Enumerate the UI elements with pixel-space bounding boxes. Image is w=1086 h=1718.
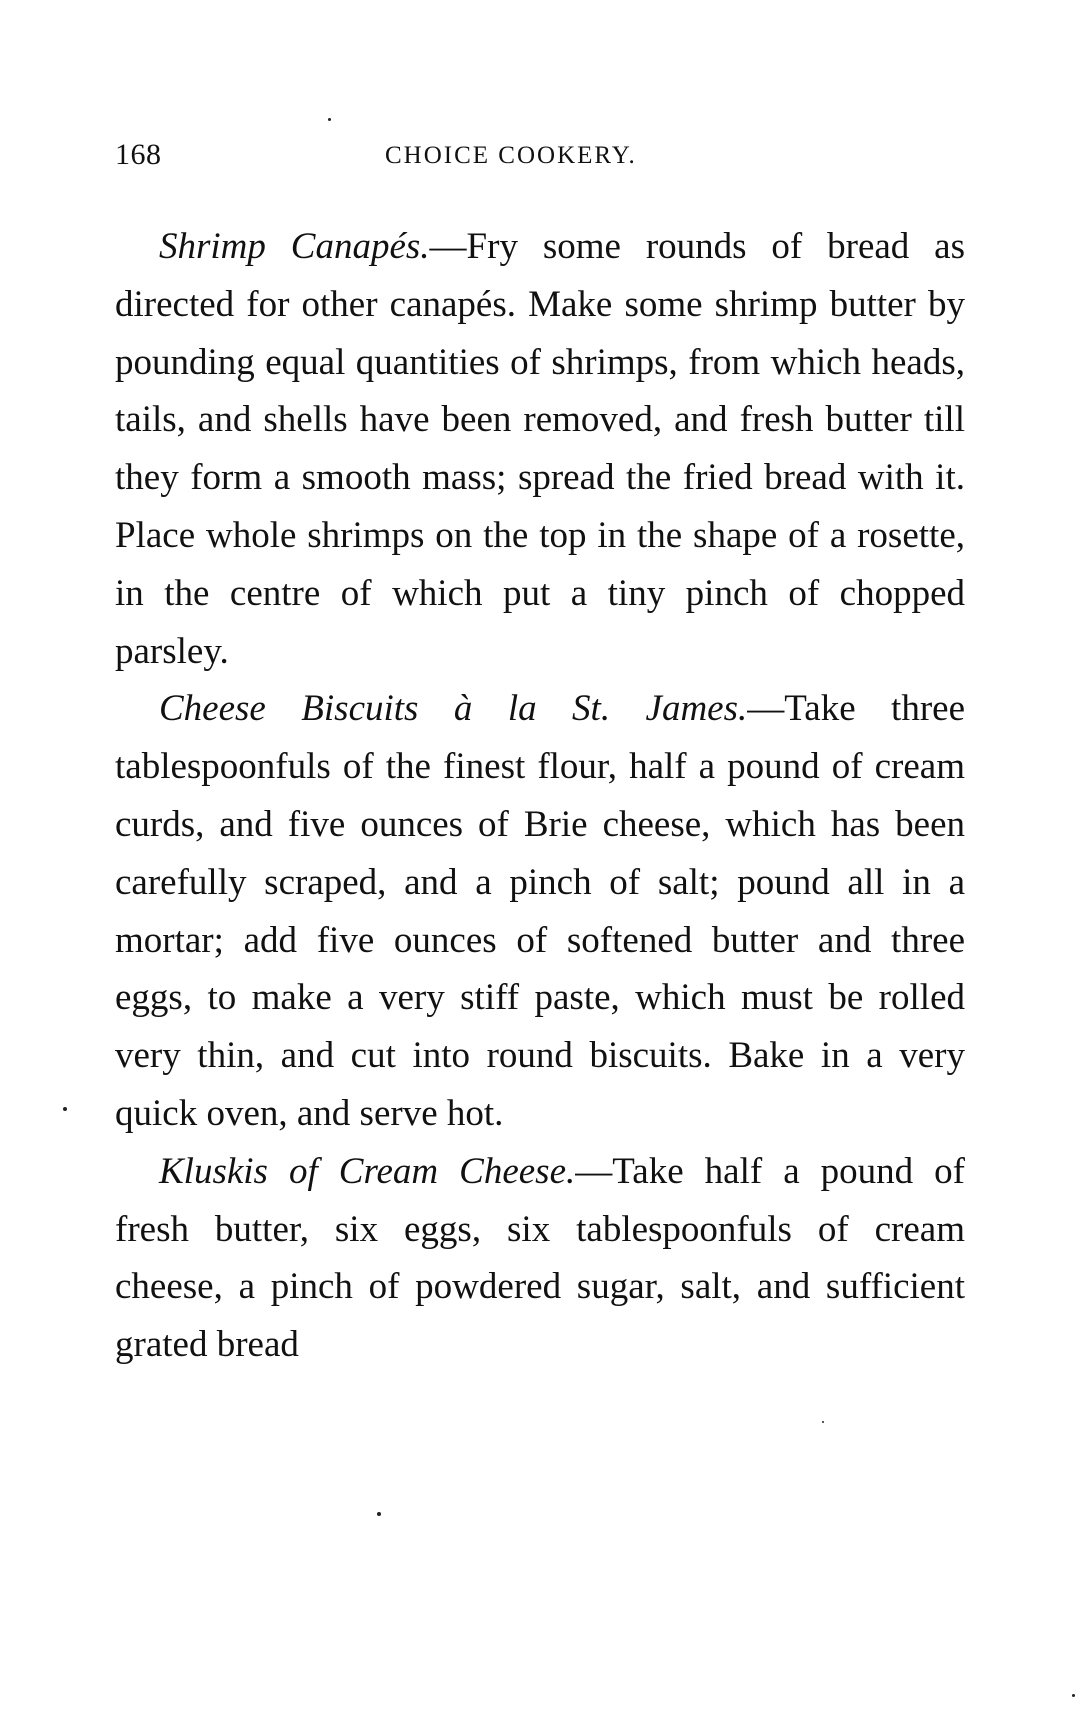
recipe-paragraph (115, 680, 965, 1142)
running-title: CHOICE COOKERY. (385, 142, 637, 169)
recipe-title: Kluskis of Cream Cheese. (159, 1150, 576, 1192)
scan-speck (822, 1421, 824, 1423)
recipe-paragraph (115, 1143, 965, 1374)
recipe-paragraph (115, 218, 965, 680)
recipe-title: Shrimp Canapés. (159, 226, 430, 267)
scan-speck (328, 118, 331, 121)
recipe-text: —Take three tablespoonfuls of the finest flour, half a pound of cream curds, and five ounces of Brie cheese, which has been carefully scraped, and a pinch of salt; pound all in a mortar; add five ounces of softened butter and three eggs, to make a very stiff paste, which must be rolled very thin, and cut into round biscuits. Bake in a very quick oven, and serve hot. (115, 688, 966, 1134)
scan-speck (1072, 1694, 1075, 1697)
recipe-title: Cheese Biscuits à la St. James. (159, 688, 748, 730)
recipe-text: —Fry some rounds of bread as directed for other canapés. Make some shrimp butter by pounding equal quantities of shrimps, from which heads, tails, and shells have been removed, and fresh butter till they form a smooth mass; spread the fried bread with it. Place whole shrimps on the top in the shape of a rosette, in the centre of which put a tiny pinch of chopped parsley. (115, 226, 966, 672)
scan-speck (377, 1512, 381, 1516)
recipe-text: —Take half a pound of fresh butter, six eggs, six tablespoonfuls of cream cheese, a pinch of powdered sugar, salt, and sufficient grated bread (115, 1150, 965, 1366)
body-text (115, 218, 965, 1374)
scan-speck (63, 1107, 67, 1111)
page-number: 168 (115, 138, 162, 171)
running-head (115, 138, 965, 178)
